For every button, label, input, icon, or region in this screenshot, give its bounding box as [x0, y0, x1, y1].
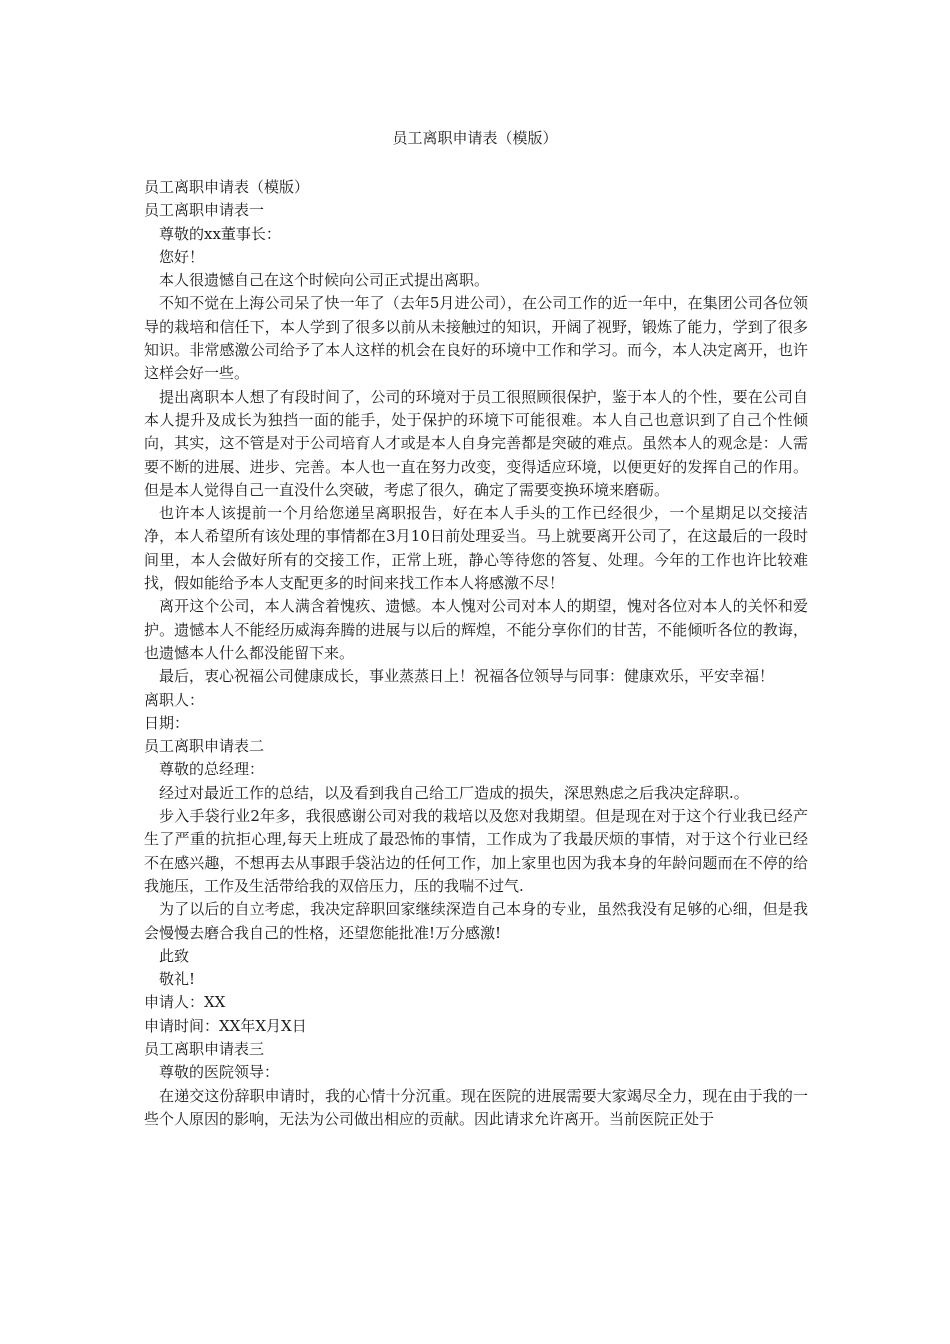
document-body [144, 176, 808, 1131]
greeting: 您好！ [159, 247, 205, 266]
paragraph: 步入手袋行业2年多，我很感谢公司对我的栽培以及您对我期望。但是现在对于这个行业我已经产生了严重的抗拒心理,每天上班成了最恐怖的事情，工作成为了我最厌烦的事情，对于这个行业已经不在感兴趣，不想再去从事跟手袋沾边的任何工作，加上家里也因为我本身的年龄问题而在不停的给我施压，工作及生活带给我的双倍压力，压的我喘不过气. [144, 807, 808, 895]
section-heading: 员工离职申请表三 [144, 1039, 265, 1058]
applicant-label: 申请人：XX [144, 993, 226, 1012]
paragraph: 也许本人该提前一个月给您递呈离职报告，好在本人手头的工作已经很少，一个星期足以交接洁净，本人希望所有该处理的事情都在3月10日前处理妥当。马上就要离开公司了，在这最后的一段时间里，本人会做好所有的交接工作，正常上班，静心等待您的答复、处理。今年的工作也许比较难找，假如能给予本人支配更多的时间来找工作本人将感激不尽！ [144, 504, 808, 593]
section-heading: 员工离职申请表一 [144, 201, 265, 220]
paragraph: 离开这个公司，本人满含着愧疚、遗憾。本人愧对公司对本人的期望，愧对各位对本人的关怀和爱护。遗憾本人不能经历威海奔腾的进展与以后的辉煌，不能分享你们的甘苦，不能倾听各位的教诲，也遗憾本人什么都没能留下来。 [144, 597, 808, 662]
paragraph: 在递交这份辞职申请时，我的心情十分沉重。现在医院的进展需要大家竭尽全力，现在由于我的一些个人原因的影响，无法为公司做出相应的贡献。因此请求允许离开。当前医院正处于 [144, 1086, 808, 1128]
application-date-label: 申请时间：XX年X月X日 [144, 1016, 307, 1035]
paragraph: 经过对最近工作的总结，以及看到我自己给工厂造成的损失，深思熟虑之后我决定辞职.。 [159, 783, 749, 802]
salutation: 尊敬的医院领导： [159, 1063, 280, 1082]
paragraph: 不知不觉在上海公司呆了快一年了（去年5月进公司），在公司工作的近一年中，在集团公司各位领导的栽培和信任下，本人学到了很多以前从未接触过的知识，开阔了视野，锻炼了能力，学到了很多知识。非常感激公司给予了本人这样的机会在良好的环境中工作和学习。而今，本人决定离开，也许这样会好一些。 [144, 294, 808, 383]
closing: 敬礼! [159, 970, 196, 989]
salutation: 尊敬的xx董事长： [159, 224, 281, 243]
date-label: 日期： [144, 713, 190, 732]
paragraph: 最后，衷心祝福公司健康成长，事业蒸蒸日上！祝福各位领导与同事：健康欢乐，平安幸福！ [159, 667, 775, 686]
paragraph: 本人很遗憾自己在这个时候向公司正式提出离职。 [159, 271, 490, 290]
paragraph: 为了以后的自立考虑，我决定辞职回家继续深造自己本身的专业，虽然我没有足够的心细，但是我会慢慢去磨合我自己的性格，还望您能批准!万分感激! [144, 900, 808, 942]
signature-label: 离职人： [144, 690, 205, 709]
closing: 此致 [159, 946, 190, 965]
section-heading: 员工离职申请表二 [144, 737, 265, 756]
salutation: 尊敬的总经理： [159, 760, 265, 779]
paragraph: 员工离职申请表（模版） [144, 178, 310, 196]
paragraph: 提出离职本人想了有段时间了，公司的环境对于员工很照顾很保护，鉴于本人的个性，要在公司自本人提升及成长为独挡一面的能手，处于保护的环境下可能很难。本人自己也意识到了自己个性倾向，其实，这不管是对于公司培育人才或是本人自身完善都是突破的难点。虽然本人的观念是：人需要不断的进展、进步、完善。本人也一直在努力改变，变得适应环境，以便更好的发挥自己的作用。但是本人觉得自己一直没什么突破，考虑了很久，确定了需要变换环境来磨砺。 [144, 387, 808, 499]
document-title: 员工离职申请表（模版） [392, 129, 558, 147]
